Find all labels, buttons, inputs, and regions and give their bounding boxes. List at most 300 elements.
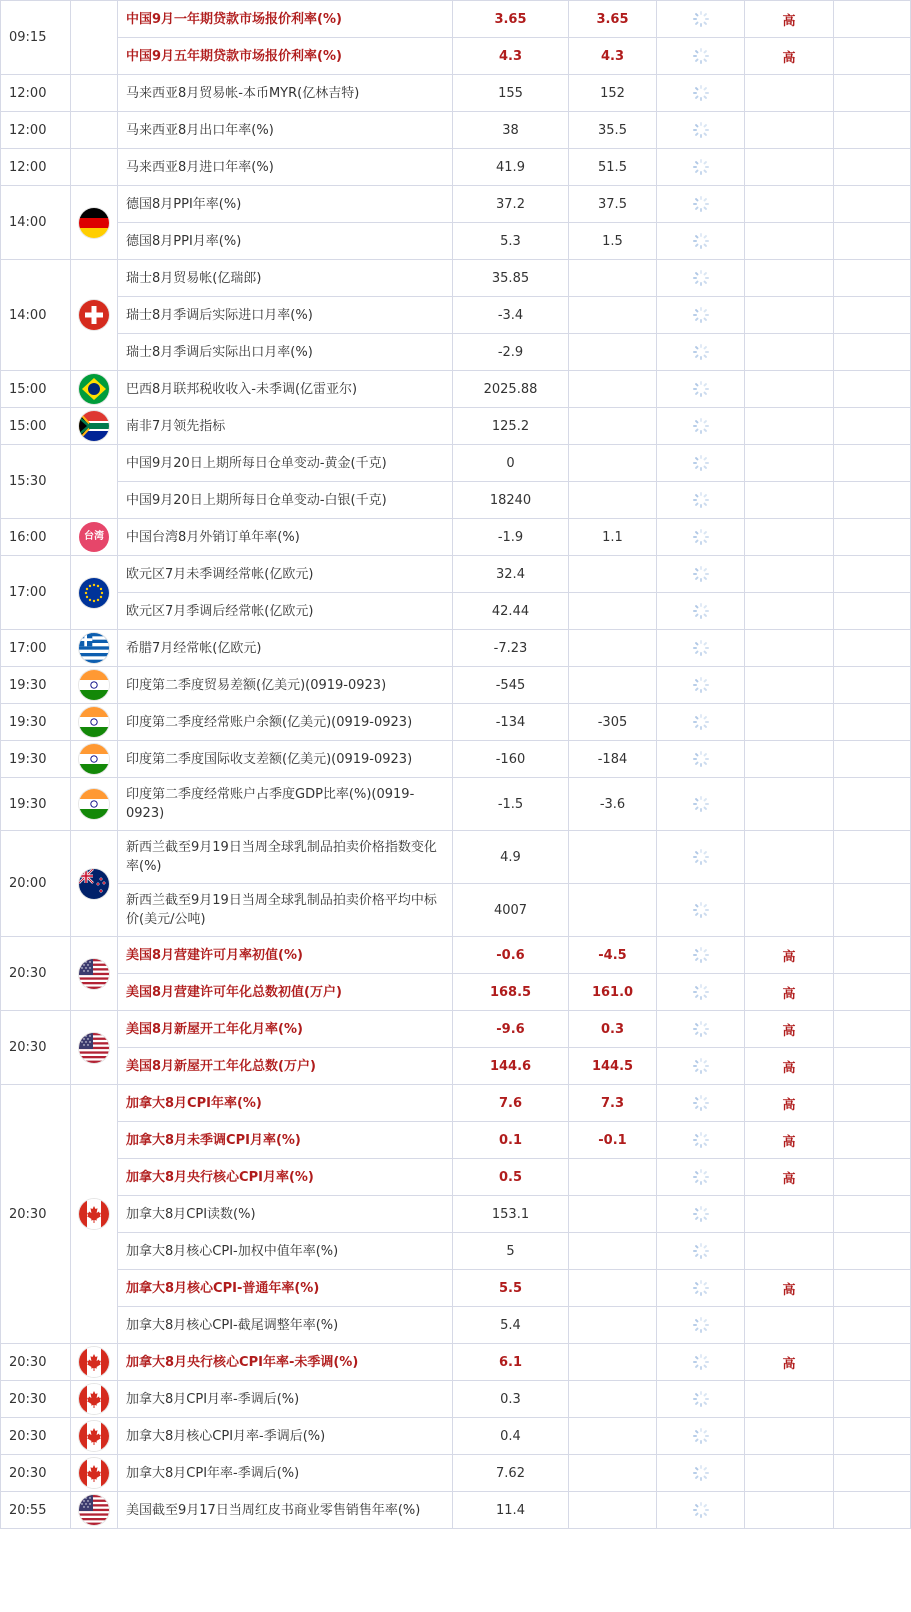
importance-label [745,593,834,630]
event-name[interactable]: 新西兰截至9月19日当周全球乳制品拍卖价格指数变化率(%) [118,831,453,884]
loading-spinner-icon [693,455,709,471]
event-name[interactable]: 加拿大8月CPI年率-季调后(%) [118,1455,453,1492]
table-row[interactable] [1,334,911,371]
actual-value [657,1307,745,1344]
importance-label [745,831,834,884]
forecast-value [569,831,657,884]
forecast-value: 0.3 [569,1011,657,1048]
previous-value: 6.1 [453,1344,569,1381]
empty-cell [834,1344,911,1381]
event-name[interactable]: 南非7月领先指标 [118,408,453,445]
previous-value: -0.6 [453,937,569,974]
loading-spinner-icon [693,48,709,64]
previous-value: 5.3 [453,223,569,260]
table-row[interactable] [1,556,911,593]
canada-flag-icon [79,1458,109,1488]
country-flag [71,831,118,937]
event-name[interactable]: 印度第二季度经常账户占季度GDP比率(%)(0919-0923) [118,778,453,831]
event-time: 20:30 [1,1085,71,1344]
importance-label [745,1381,834,1418]
actual-value [657,1122,745,1159]
table-row[interactable] [1,741,911,778]
table-row[interactable] [1,445,911,482]
table-row[interactable] [1,1159,911,1196]
loading-spinner-icon [693,1206,709,1222]
event-name[interactable]: 中国9月20日上期所每日仓单变动-黄金(千克) [118,445,453,482]
event-time: 15:30 [1,445,71,519]
forecast-value [569,556,657,593]
event-name[interactable]: 希腊7月经常帐(亿欧元) [118,630,453,667]
country-flag [71,371,118,408]
canada-flag-icon [79,1421,109,1451]
event-time: 17:00 [1,556,71,630]
event-name[interactable]: 加拿大8月核心CPI-截尾调整年率(%) [118,1307,453,1344]
country-flag [71,1418,118,1455]
empty-cell [834,937,911,974]
loading-spinner-icon [693,1058,709,1074]
importance-label: 高 [745,974,834,1011]
previous-value: 0.3 [453,1381,569,1418]
empty-cell [834,297,911,334]
empty-cell [834,1159,911,1196]
importance-label [745,1418,834,1455]
table-row[interactable] [1,112,911,149]
table-row[interactable] [1,1270,911,1307]
previous-value: 4.3 [453,38,569,75]
event-name[interactable]: 马来西亚8月进口年率(%) [118,149,453,186]
event-name[interactable]: 美国8月新屋开工年化月率(%) [118,1011,453,1048]
previous-value: 144.6 [453,1048,569,1085]
importance-label [745,445,834,482]
table-row[interactable] [1,482,911,519]
event-name[interactable]: 加拿大8月核心CPI-普通年率(%) [118,1270,453,1307]
actual-value [657,371,745,408]
table-row[interactable] [1,1492,911,1529]
previous-value: 125.2 [453,408,569,445]
forecast-value [569,260,657,297]
table-row[interactable] [1,1,911,38]
actual-value [657,1196,745,1233]
actual-value [657,75,745,112]
previous-value: 37.2 [453,186,569,223]
loading-spinner-icon [693,11,709,27]
importance-label [745,884,834,937]
event-time: 12:00 [1,75,71,112]
empty-cell [834,334,911,371]
table-row[interactable] [1,408,911,445]
taiwan-badge-icon: 台湾 [79,522,109,552]
event-time: 15:00 [1,371,71,408]
forecast-value: 1.5 [569,223,657,260]
loading-spinner-icon [693,307,709,323]
previous-value: 42.44 [453,593,569,630]
table-row[interactable] [1,937,911,974]
actual-value [657,630,745,667]
empty-cell [834,260,911,297]
country-flag [71,1455,118,1492]
actual-value [657,1,745,38]
actual-value [657,1455,745,1492]
importance-label [745,1307,834,1344]
actual-value [657,482,745,519]
empty-cell [834,149,911,186]
country-flag [71,1492,118,1529]
loading-spinner-icon [693,1502,709,1518]
event-name[interactable]: 加拿大8月核心CPI-加权中值年率(%) [118,1233,453,1270]
event-name[interactable]: 马来西亚8月出口年率(%) [118,112,453,149]
event-time: 19:30 [1,704,71,741]
empty-cell [834,704,911,741]
forecast-value [569,445,657,482]
previous-value: -1.5 [453,778,569,831]
actual-value [657,1233,745,1270]
eu-flag-icon [79,578,109,608]
empty-cell [834,445,911,482]
event-name[interactable]: 加拿大8月CPI年率(%) [118,1085,453,1122]
event-time: 20:00 [1,831,71,937]
importance-label [745,667,834,704]
loading-spinner-icon [693,1391,709,1407]
importance-label: 高 [745,1344,834,1381]
event-name[interactable]: 加拿大8月CPI读数(%) [118,1196,453,1233]
loading-spinner-icon [693,566,709,582]
event-name[interactable]: 印度第二季度经常账户余额(亿美元)(0919-0923) [118,704,453,741]
forecast-value: 161.0 [569,974,657,1011]
loading-spinner-icon [693,381,709,397]
empty-cell [834,371,911,408]
empty-cell [834,1122,911,1159]
event-time: 16:00 [1,519,71,556]
empty-cell [834,482,911,519]
actual-value [657,297,745,334]
event-name[interactable]: 中国台湾8月外销订单年率(%) [118,519,453,556]
forecast-value [569,1196,657,1233]
empty-cell [834,630,911,667]
event-name[interactable]: 中国9月五年期贷款市场报价利率(%) [118,38,453,75]
table-row[interactable] [1,667,911,704]
previous-value: 38 [453,112,569,149]
actual-value [657,1344,745,1381]
germany-flag-icon [79,208,109,238]
switzerland-flag-icon [79,300,109,330]
country-flag [71,149,118,186]
actual-value [657,223,745,260]
importance-label [745,741,834,778]
forecast-value [569,1233,657,1270]
event-name[interactable]: 德国8月PPI月率(%) [118,223,453,260]
table-row[interactable] [1,1085,911,1122]
empty-cell [834,667,911,704]
actual-value [657,1492,745,1529]
event-time: 12:00 [1,112,71,149]
importance-label: 高 [745,38,834,75]
empty-cell [834,223,911,260]
loading-spinner-icon [693,984,709,1000]
previous-value: -2.9 [453,334,569,371]
event-name[interactable]: 加拿大8月央行核心CPI年率-未季调(%) [118,1344,453,1381]
previous-value: 18240 [453,482,569,519]
empty-cell [834,408,911,445]
empty-cell [834,593,911,630]
importance-label: 高 [745,1159,834,1196]
importance-label: 高 [745,937,834,974]
empty-cell [834,519,911,556]
loading-spinner-icon [693,1354,709,1370]
event-name[interactable]: 欧元区7月季调后经常帐(亿欧元) [118,593,453,630]
event-name[interactable]: 新西兰截至9月19日当周全球乳制品拍卖价格平均中标价(美元/公吨) [118,884,453,937]
empty-cell [834,831,911,884]
importance-label [745,75,834,112]
forecast-value [569,1159,657,1196]
table-row[interactable] [1,223,911,260]
empty-cell [834,1011,911,1048]
event-time: 14:00 [1,260,71,371]
empty-cell [834,1233,911,1270]
event-time: 17:00 [1,630,71,667]
event-name[interactable]: 印度第二季度国际收支差额(亿美元)(0919-0923) [118,741,453,778]
country-flag [71,112,118,149]
empty-cell [834,1270,911,1307]
table-row[interactable] [1,186,911,223]
loading-spinner-icon [693,270,709,286]
table-row[interactable] [1,593,911,630]
importance-label [745,1233,834,1270]
actual-value [657,112,745,149]
table-row[interactable] [1,519,911,556]
loading-spinner-icon [693,1169,709,1185]
table-row[interactable] [1,974,911,1011]
forecast-value [569,371,657,408]
event-name[interactable]: 欧元区7月未季调经常帐(亿欧元) [118,556,453,593]
importance-label: 高 [745,1122,834,1159]
importance-label [745,371,834,408]
empty-cell [834,1455,911,1492]
previous-value: -134 [453,704,569,741]
previous-value: 2025.88 [453,371,569,408]
previous-value: 11.4 [453,1492,569,1529]
table-row[interactable] [1,1381,911,1418]
event-name[interactable]: 加拿大8月央行核心CPI月率(%) [118,1159,453,1196]
actual-value [657,778,745,831]
importance-label: 高 [745,1,834,38]
importance-label [745,334,834,371]
empty-cell [834,1,911,38]
new-zealand-flag-icon [79,869,109,899]
importance-label [745,556,834,593]
event-name[interactable]: 加拿大8月未季调CPI月率(%) [118,1122,453,1159]
event-time: 15:00 [1,408,71,445]
table-row[interactable] [1,149,911,186]
actual-value [657,1381,745,1418]
empty-cell [834,1418,911,1455]
event-name[interactable]: 巴西8月联邦税收收入-未季调(亿雷亚尔) [118,371,453,408]
table-row[interactable] [1,704,911,741]
table-row[interactable] [1,1196,911,1233]
empty-cell [834,1307,911,1344]
importance-label [745,1455,834,1492]
table-row[interactable] [1,1122,911,1159]
brazil-flag-icon [79,374,109,404]
loading-spinner-icon [693,1428,709,1444]
country-flag [71,630,118,667]
event-time: 19:30 [1,741,71,778]
actual-value [657,1011,745,1048]
actual-value [657,334,745,371]
event-name[interactable]: 加拿大8月CPI月率-季调后(%) [118,1381,453,1418]
forecast-value: -184 [569,741,657,778]
empty-cell [834,112,911,149]
country-flag [71,408,118,445]
importance-label [745,1492,834,1529]
canada-flag-icon [79,1199,109,1229]
india-flag-icon [79,744,109,774]
previous-value: 5.4 [453,1307,569,1344]
importance-label [745,186,834,223]
forecast-value [569,334,657,371]
event-time: 09:15 [1,1,71,75]
importance-label [745,519,834,556]
event-name[interactable]: 瑞士8月季调后实际出口月率(%) [118,334,453,371]
event-time: 20:30 [1,937,71,1011]
actual-value [657,445,745,482]
loading-spinner-icon [693,196,709,212]
country-flag [71,1011,118,1085]
table-row[interactable] [1,297,911,334]
actual-value [657,974,745,1011]
loading-spinner-icon [693,849,709,865]
previous-value: 0.5 [453,1159,569,1196]
event-name[interactable]: 美国截至9月17日当周红皮书商业零售销售年率(%) [118,1492,453,1529]
actual-value [657,149,745,186]
previous-value: 3.65 [453,1,569,38]
loading-spinner-icon [693,677,709,693]
empty-cell [834,974,911,1011]
importance-label: 高 [745,1085,834,1122]
actual-value [657,408,745,445]
table-row[interactable] [1,1344,911,1381]
country-flag [71,1,118,75]
table-row[interactable] [1,371,911,408]
loading-spinner-icon [693,751,709,767]
forecast-value: -305 [569,704,657,741]
importance-label [745,1196,834,1233]
importance-label [745,630,834,667]
actual-value [657,38,745,75]
empty-cell [834,1085,911,1122]
event-name[interactable]: 瑞士8月季调后实际进口月率(%) [118,297,453,334]
country-flag [71,778,118,831]
event-name[interactable]: 美国8月营建许可月率初值(%) [118,937,453,974]
table-row[interactable] [1,38,911,75]
event-name[interactable]: 瑞士8月贸易帐(亿瑞郎) [118,260,453,297]
loading-spinner-icon [693,1243,709,1259]
actual-value [657,1085,745,1122]
loading-spinner-icon [693,344,709,360]
event-name[interactable]: 美国8月新屋开工年化总数(万户) [118,1048,453,1085]
forecast-value: -0.1 [569,1122,657,1159]
calendar-body [1,1,911,1529]
event-name[interactable]: 马来西亚8月贸易帐-本币MYR(亿林吉特) [118,75,453,112]
table-row[interactable] [1,778,911,831]
previous-value: 5.5 [453,1270,569,1307]
forecast-value [569,1270,657,1307]
previous-value: 4.9 [453,831,569,884]
country-flag [71,667,118,704]
loading-spinner-icon [693,603,709,619]
event-name[interactable]: 中国9月20日上期所每日仓单变动-白银(千克) [118,482,453,519]
loading-spinner-icon [693,1095,709,1111]
table-row[interactable] [1,1233,911,1270]
table-row[interactable] [1,1418,911,1455]
country-flag [71,937,118,1011]
country-flag [71,445,118,519]
event-name[interactable]: 中国9月一年期贷款市场报价利率(%) [118,1,453,38]
table-row[interactable] [1,75,911,112]
forecast-value: 1.1 [569,519,657,556]
actual-value [657,1270,745,1307]
table-row[interactable] [1,1048,911,1085]
importance-label [745,408,834,445]
loading-spinner-icon [693,529,709,545]
previous-value: 7.6 [453,1085,569,1122]
forecast-value: 144.5 [569,1048,657,1085]
forecast-value [569,1381,657,1418]
forecast-value: 37.5 [569,186,657,223]
country-flag [71,186,118,260]
event-time: 20:30 [1,1011,71,1085]
table-row[interactable] [1,1011,911,1048]
india-flag-icon [79,789,109,819]
country-flag [71,1344,118,1381]
country-flag [71,75,118,112]
loading-spinner-icon [693,492,709,508]
event-name[interactable]: 美国8月营建许可年化总数初值(万户) [118,974,453,1011]
forecast-value [569,1307,657,1344]
table-row[interactable] [1,884,911,937]
empty-cell [834,1048,911,1085]
loading-spinner-icon [693,159,709,175]
actual-value [657,556,745,593]
actual-value [657,1418,745,1455]
previous-value: 7.62 [453,1455,569,1492]
previous-value: 0.4 [453,1418,569,1455]
loading-spinner-icon [693,640,709,656]
country-flag [71,556,118,630]
importance-label [745,482,834,519]
previous-value: 0 [453,445,569,482]
forecast-value [569,408,657,445]
forecast-value [569,1492,657,1529]
table-row[interactable] [1,831,911,884]
event-time: 20:30 [1,1418,71,1455]
table-row[interactable] [1,630,911,667]
loading-spinner-icon [693,1132,709,1148]
loading-spinner-icon [693,1317,709,1333]
loading-spinner-icon [693,418,709,434]
forecast-value: 4.3 [569,38,657,75]
event-name[interactable]: 印度第二季度贸易差额(亿美元)(0919-0923) [118,667,453,704]
event-name[interactable]: 德国8月PPI年率(%) [118,186,453,223]
event-name[interactable]: 加拿大8月核心CPI月率-季调后(%) [118,1418,453,1455]
table-row[interactable] [1,1307,911,1344]
previous-value: 4007 [453,884,569,937]
actual-value [657,593,745,630]
previous-value: 168.5 [453,974,569,1011]
event-time: 12:00 [1,149,71,186]
table-row[interactable] [1,260,911,297]
loading-spinner-icon [693,714,709,730]
table-row[interactable] [1,1455,911,1492]
